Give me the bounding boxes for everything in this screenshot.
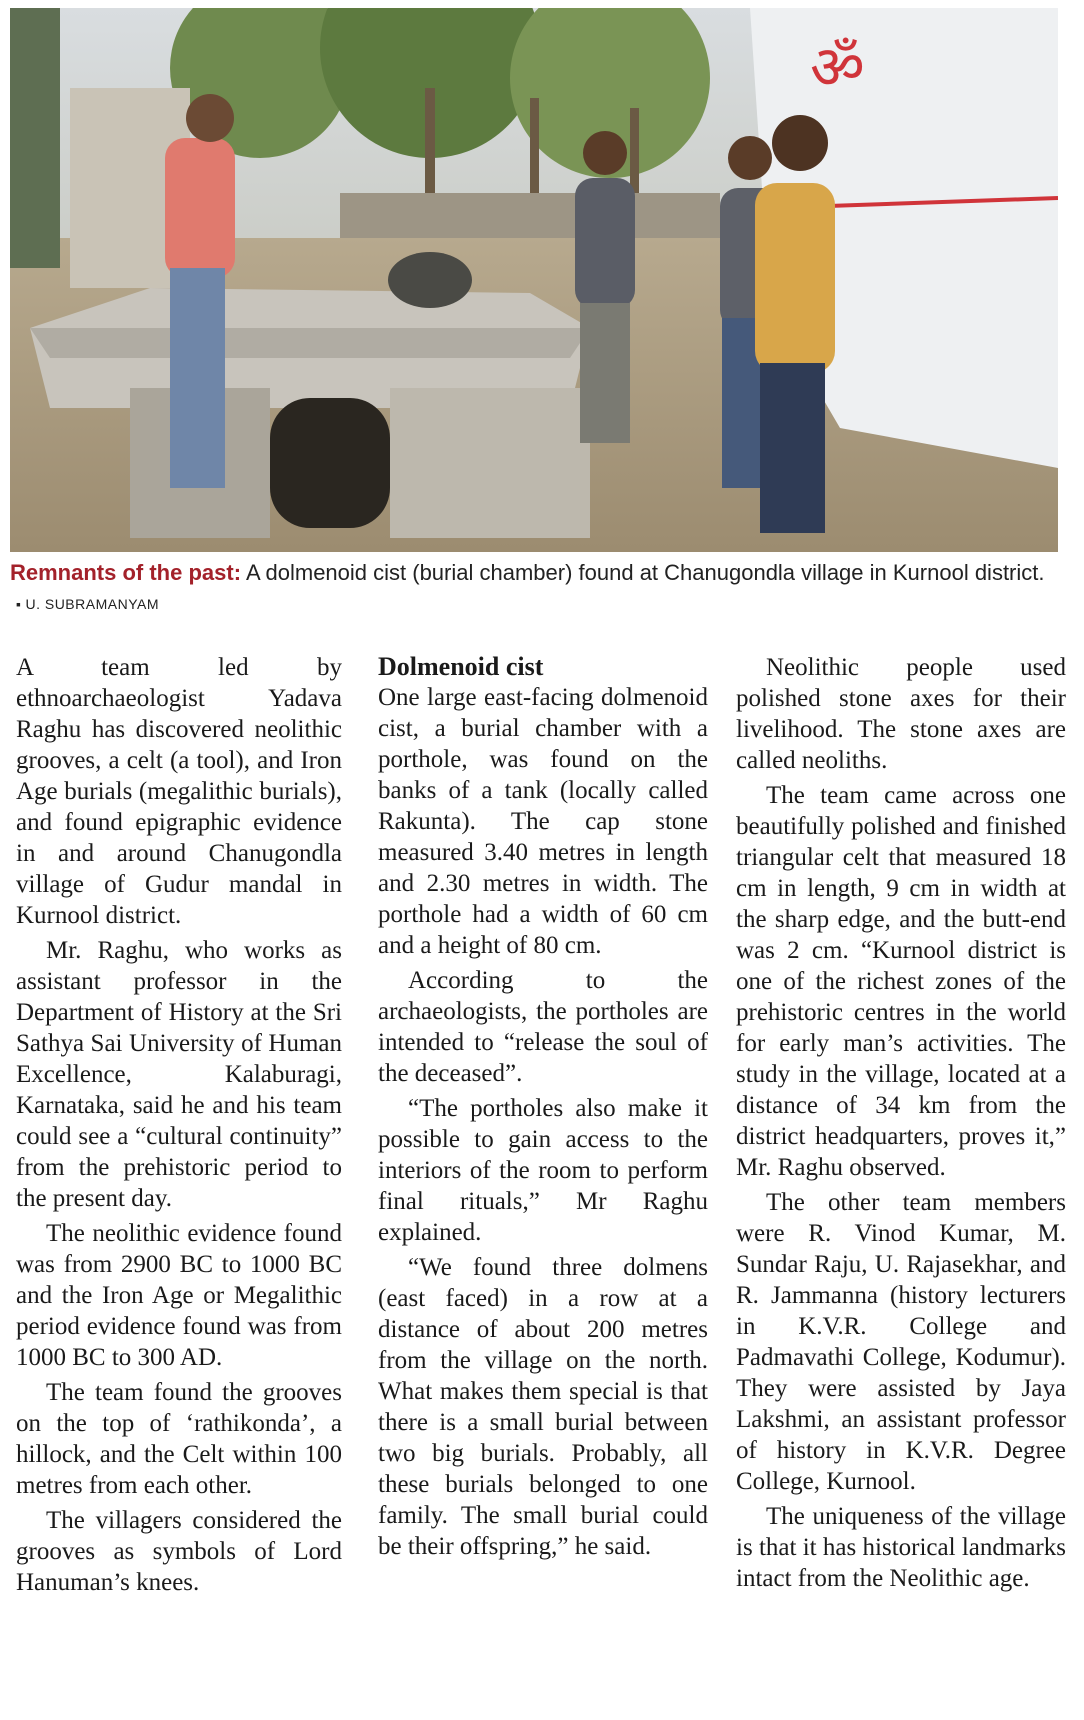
paragraph: Mr. Raghu, who works as assistant professor in the Department of History at the Sri Sathya Sai University of Human Excellence, Kalaburagi, Karnataka, said he and his team could see a “cultural continuity” from the prehistoric period to the present day. [16,937,342,1212]
svg-text:ॐ: ॐ [810,33,865,103]
paragraph: The uniqueness of the village is that it has historical landmarks intact from the Neolithic age. [736,1503,1066,1592]
caption-lead: Remnants of the past: [10,560,242,585]
paragraph: The neolithic evidence found was from 2900 BC to 1000 BC and the Iron Age or Megalithic period evidence found was from 1000 BC to 300 AD. [16,1220,342,1371]
paragraph: The team found the grooves on the top of ‘rathikonda’, a hillock, and the Celt within 100 metres from each other. [16,1379,342,1499]
article-column-3 [736,652,1066,1598]
paragraph: “The portholes also make it possible to gain access to the interiors of the room to perform final rituals,” Mr Raghu explained. [378,1095,708,1246]
paragraph: One large east-facing dolmenoid cist, a burial chamber with a porthole, was found on the banks of a tank (locally called Rakunta). The cap stone measured 3.40 metres in length and 2.30 metres in width. The porthole had a width of 60 cm and a height of 80 cm. [378,684,708,959]
paragraph: The villagers considered the grooves as symbols of Lord Hanuman’s knees. [16,1507,342,1596]
paragraph: According to the archaeologists, the portholes are intended to “release the soul of the deceased”. [378,967,708,1087]
photo-credit: ▪ U. SUBRAMANYAM [16,596,159,612]
article-column-2 [378,652,708,1566]
paragraph: The other team members were R. Vinod Kumar, M. Sundar Raju, U. Rajasekhar, and R. Jammanna (history lecturers in K.V.R. College and Padmavathi College, Kodumur). They were assisted by Jaya Lakshmi, an assistant professor of history in K.V.R. Degree College, Kurnool. [736,1189,1066,1495]
paragraph: A team led by ethnoarchaeologist Yadava Raghu has discovered neolithic grooves, a celt (a tool), and Iron Age burials (megalithic burials), and found epigraphic evidence in and around Chanugondla village of Gudur mandal in Kurnool district. [16,654,342,929]
paragraph: Neolithic people used polished stone axes for their livelihood. The stone axes are called neoliths. [736,654,1066,774]
photo-caption [10,558,1060,619]
article-column-1 [16,652,342,1602]
photo-dolmen-icon [10,8,1058,552]
paragraph: “We found three dolmens (east faced) in a row at a distance of about 200 metres from the village on the north. What makes them special is that there is a small burial between two big burials. Probably, all these burials belonged to one family. The small burial could be their offspring,” he said. [378,1254,708,1560]
subheading: Dolmenoid cist [378,652,544,681]
news-photo [10,8,1058,552]
paragraph: The team came across one beautifully polished and finished triangular celt that measured 18 cm in length, 9 cm in width at the sharp edge, and the butt-end was 2 cm. “Kurnool district is one of the richest zones of the prehistoric centres in the world for early man’s activities. The study in the village, located at a distance of 34 km from the district headquarters, proves it,” Mr. Raghu observed. [736,782,1066,1181]
caption-text: A dolmenoid cist (burial chamber) found at Chanugondla village in Kurnool district. [245,560,1045,585]
